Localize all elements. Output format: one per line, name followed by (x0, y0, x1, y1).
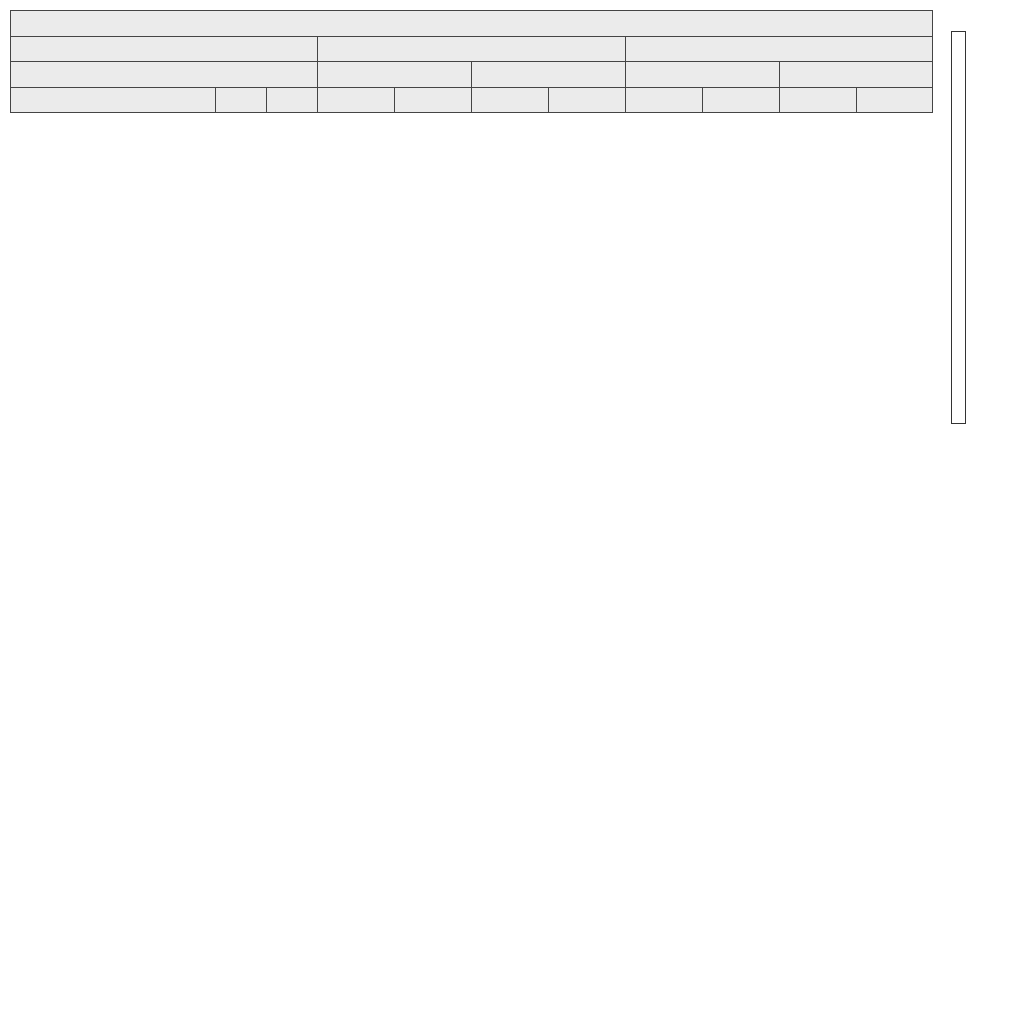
radar-site-info-header (11, 62, 318, 88)
col-header-id (216, 87, 267, 113)
avg-low-mode-header (318, 62, 472, 88)
avg-high-mode-header (472, 62, 626, 88)
column-header-row (11, 87, 933, 113)
col-header-city (11, 87, 216, 113)
colorbar (951, 31, 966, 424)
std-high-mode-header (780, 62, 933, 88)
col-header-std-high-oblique-2 (857, 87, 933, 113)
col-header-std-low-oblique-1 (626, 87, 703, 113)
col-header-avg-low-oblique-2 (395, 87, 472, 113)
col-header-freq (267, 87, 318, 113)
col-header-avg-low-oblique-1 (318, 87, 395, 113)
std-low-mode-header (626, 62, 780, 88)
table-title (11, 11, 933, 37)
std-dev-group-header (626, 36, 933, 62)
col-header-std-high-oblique-1 (780, 87, 857, 113)
col-header-avg-high-oblique-1 (472, 87, 549, 113)
col-header-avg-high-oblique-2 (549, 87, 626, 113)
comparison-stats-table (10, 10, 933, 113)
date-range (11, 36, 318, 62)
col-header-std-low-oblique-2 (703, 87, 780, 113)
average-group-header (318, 36, 626, 62)
